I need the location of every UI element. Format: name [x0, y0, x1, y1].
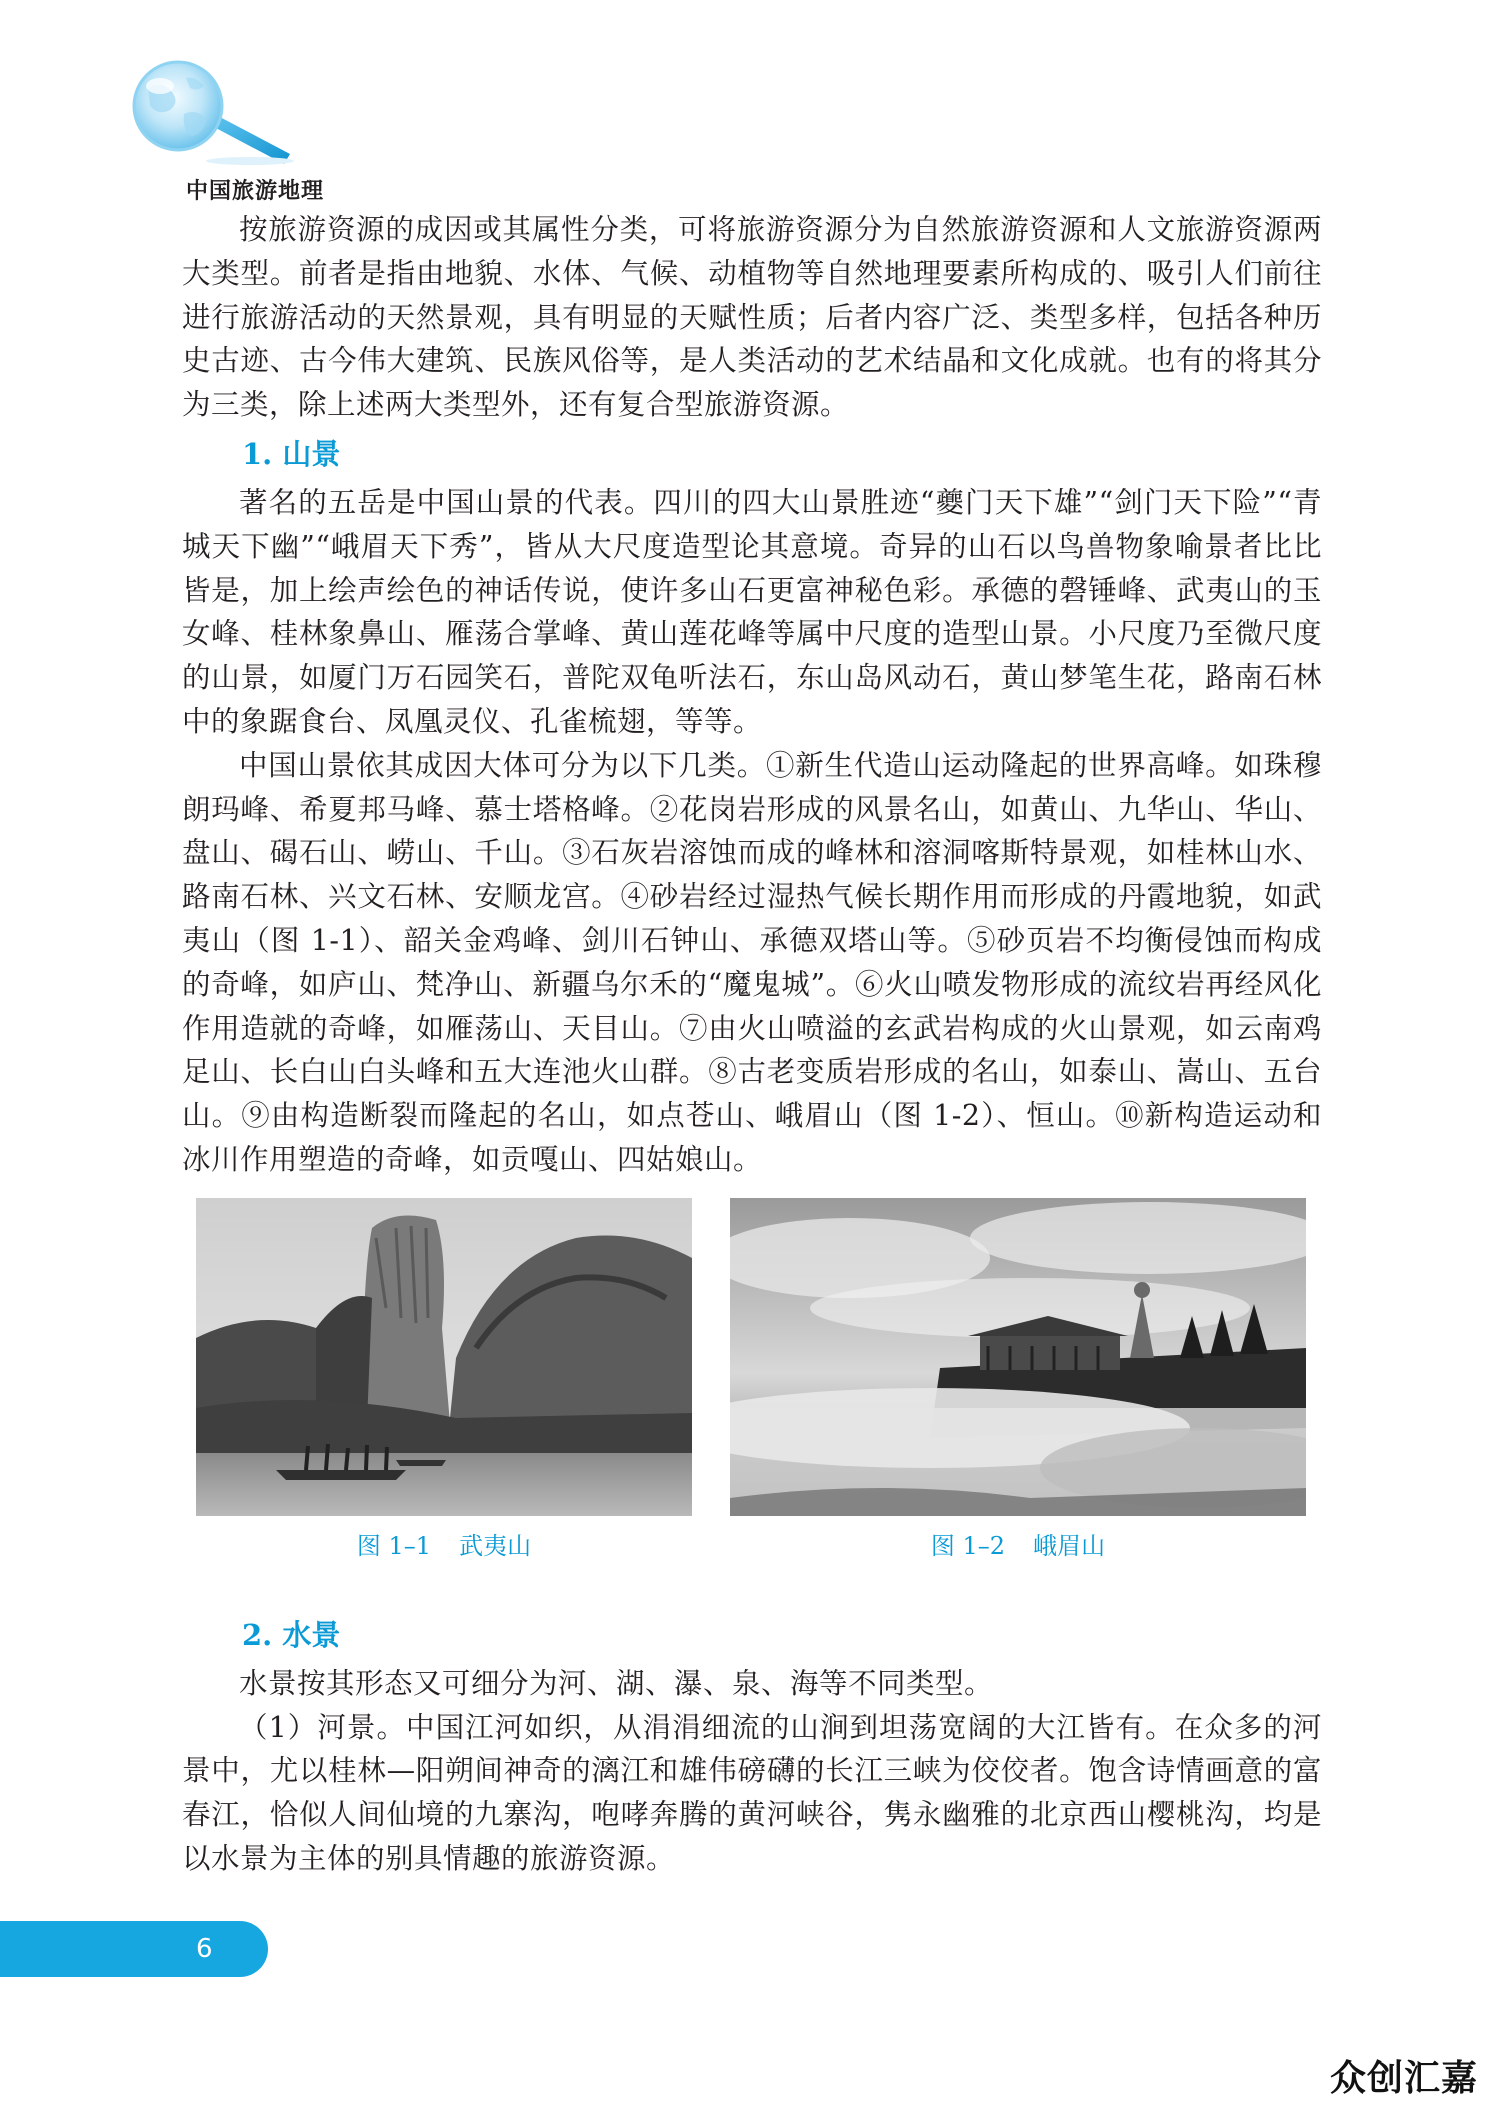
figure-emeishan	[730, 1198, 1306, 1562]
figure-1-number: 图 1–1	[356, 1531, 432, 1560]
page-number: 6	[196, 1934, 213, 1964]
page-content	[182, 208, 1322, 1881]
water-paragraph-2: （1）河景。中国江河如织，从涓涓细流的山涧到坦荡宽阔的大江皆有。在众多的河景中，尤以桂林—阳朔间神奇的漓江和雄伟磅礴的长江三峡为佼佼者。饱含诗情画意的富春江，恰似人间仙境的九寨沟，咆哮奔腾的黄河峡谷，隽永幽雅的北京西山樱桃沟，均是以水景为主体的别具情趣的旅游资源。	[182, 1710, 1322, 1875]
running-head-title: 中国旅游地理	[186, 179, 325, 204]
watermark-text: 众创汇嘉	[1330, 2058, 1479, 2099]
figure-caption-1	[196, 1530, 692, 1562]
figure-1-title: 武夷山	[459, 1531, 532, 1560]
section-heading-mountain: 1. 山景	[242, 436, 341, 471]
magnifier-globe-logo	[100, 58, 300, 173]
figure-2-title: 峨眉山	[1033, 1531, 1106, 1560]
wuyishan-photo	[196, 1198, 692, 1516]
figure-row	[182, 1198, 1322, 1608]
mountain-paragraph-1: 著名的五岳是中国山景的代表。四川的四大山景胜迹“夔门天下雄”“剑门天下险”“青城天下幽”“峨眉天下秀”，皆从大尺度造型论其意境。奇异的山石以鸟兽物象喻景者比比皆是，加上绘声绘色的神话传说，使许多山石更富神秘色彩。承德的磬锤峰、武夷山的玉女峰、桂林象鼻山、雁荡合掌峰、黄山莲花峰等属中尺度的造型山景。小尺度乃至微尺度的山景，如厦门万石园笑石，普陀双龟听法石，东山岛风动石，黄山梦笔生花，路南石林中的象踞食台、凤凰灵仪、孔雀梳翅，等等。	[182, 485, 1322, 738]
figure-caption-2	[730, 1530, 1306, 1562]
emeishan-photo	[730, 1198, 1306, 1516]
figure-2-number: 图 1–2	[930, 1531, 1006, 1560]
mountain-paragraph-2: 中国山景依其成因大体可分为以下几类。①新生代造山运动隆起的世界高峰。如珠穆朗玛峰、希夏邦马峰、慕士塔格峰。②花岗岩形成的风景名山，如黄山、九华山、华山、盘山、碣石山、崂山、千山。③石灰岩溶蚀而成的峰林和溶洞喀斯特景观，如桂林山水、路南石林、兴文石林、安顺龙宫。④砂岩经过湿热气候长期作用而形成的丹霞地貌，如武夷山（图 1-1）、韶关金鸡峰、剑川石钟山、承德双塔山等。⑤砂页岩不均衡侵蚀而构成的奇峰，如庐山、梵净山、新疆乌尔禾的“魔鬼城”。⑥火山喷发物形成的流纹岩再经风化作用造就的奇峰，如雁荡山、天目山。⑦由火山喷溢的玄武岩构成的火山景观，如云南鸡足山、长白山白头峰和五大连池火山群。⑧古老变质岩形成的名山，如泰山、嵩山、五台山。⑨由构造断裂而隆起的名山，如点苍山、峨眉山（图 1-2）、恒山。⑩新构造运动和冰川作用塑造的奇峰，如贡嘎山、四姑娘山。	[182, 748, 1322, 1176]
intro-paragraph: 按旅游资源的成因或其属性分类，可将旅游资源分为自然旅游资源和人文旅游资源两大类型。前者是指由地貌、水体、气候、动植物等自然地理要素所构成的、吸引人们前往进行旅游活动的天然景观，具有明显的天赋性质；后者内容广泛、类型多样，包括各种历史古迹、古今伟大建筑、民族风俗等，是人类活动的艺术结晶和文化成就。也有的将其分为三类，除上述两大类型外，还有复合型旅游资源。	[182, 213, 1322, 422]
section-heading-water: 2. 水景	[242, 1617, 341, 1652]
figure-wuyishan	[196, 1198, 692, 1562]
page-number-tab	[0, 1921, 268, 1977]
water-paragraph-1: 水景按其形态又可细分为河、湖、瀑、泉、海等不同类型。	[239, 1666, 994, 1700]
